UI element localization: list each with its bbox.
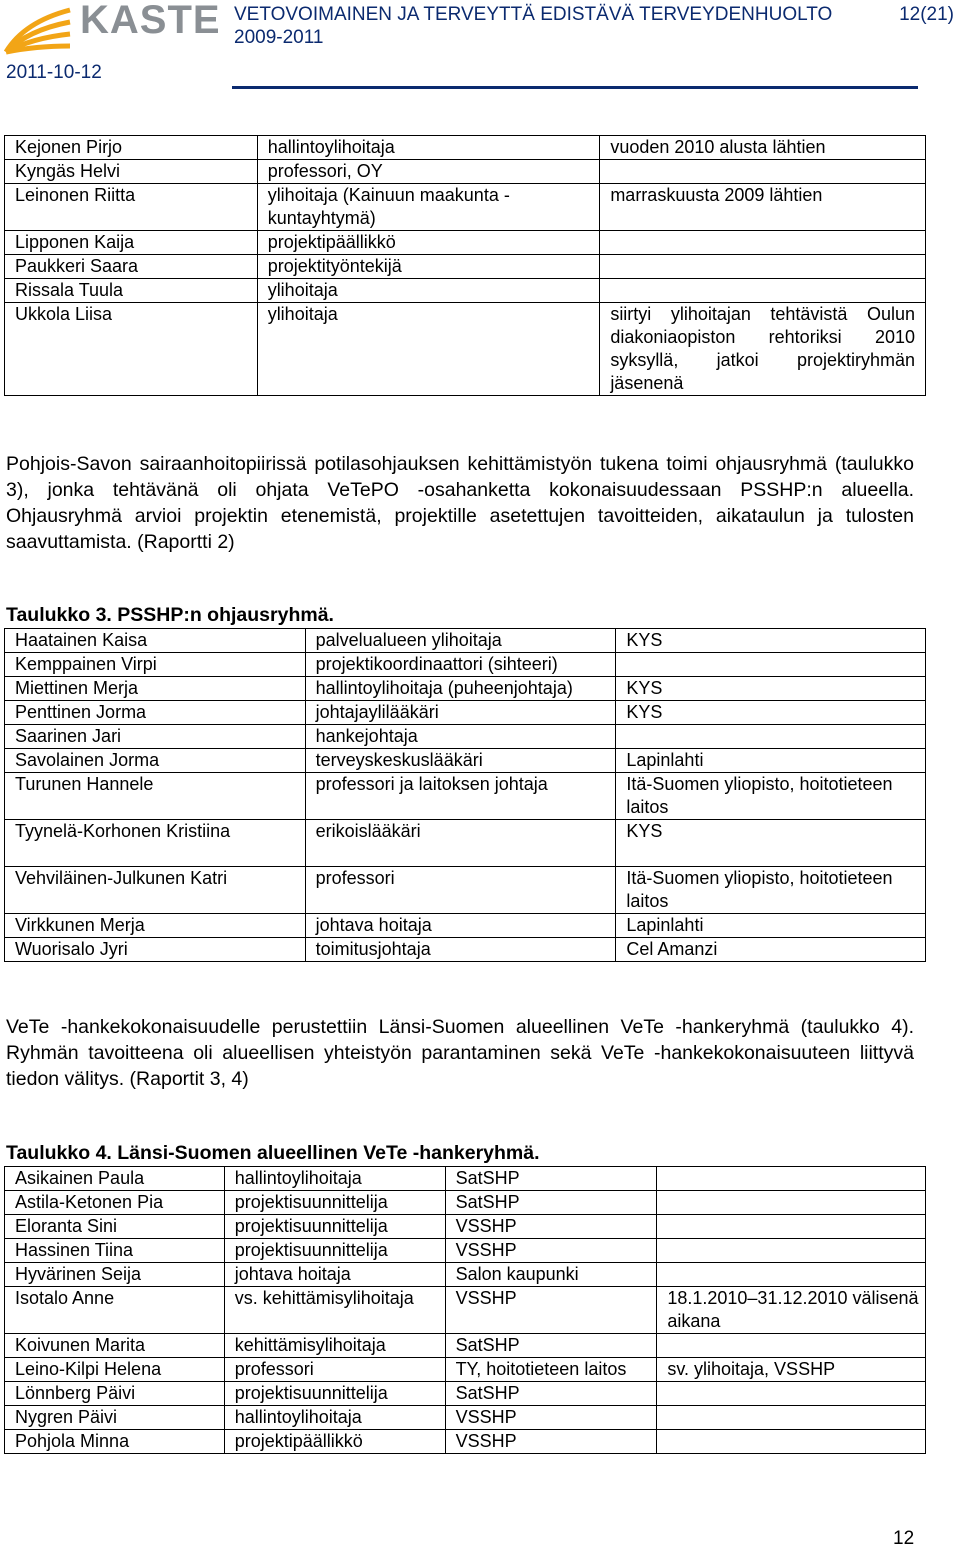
table-cell: Itä-Suomen yliopisto, hoitotieteen laitos — [616, 867, 926, 914]
project-group-table — [4, 135, 926, 396]
table-cell — [657, 1239, 926, 1263]
table-cell: Ukkola Liisa — [5, 303, 258, 396]
table-cell: hallintoylihoitaja (puheenjohtaja) — [305, 677, 616, 701]
table-cell: vs. kehittämisylihoitaja — [224, 1287, 445, 1334]
table-row — [5, 1167, 926, 1191]
table-cell: Virkkunen Merja — [5, 914, 306, 938]
table-row — [5, 820, 926, 867]
table-cell: hallintoylihoitaja — [257, 136, 600, 160]
table-cell: KYS — [616, 629, 926, 653]
table-cell: siirtyi ylihoitajan tehtävistä Oulun diakoniaopiston rehtoriksi 2010 syksyllä, jatkoi projektiryhmän jäsenenä — [600, 303, 926, 396]
table-cell: Pohjola Minna — [5, 1430, 225, 1454]
table-cell — [657, 1263, 926, 1287]
table-cell: Paukkeri Saara — [5, 255, 258, 279]
table-cell — [657, 1334, 926, 1358]
table-cell: projektityöntekijä — [257, 255, 600, 279]
table-cell: Savolainen Jorma — [5, 749, 306, 773]
table-cell: Itä-Suomen yliopisto, hoitotieteen laitos — [616, 773, 926, 820]
table-cell: Kejonen Pirjo — [5, 136, 258, 160]
table-cell: SatSHP — [445, 1334, 657, 1358]
table-cell: VSSHP — [445, 1406, 657, 1430]
table-cell: toimitusjohtaja — [305, 938, 616, 962]
table-cell: Kemppainen Virpi — [5, 653, 306, 677]
table-cell: 18.1.2010–31.12.2010 välisenä aikana — [657, 1287, 926, 1334]
table-cell: johtajaylilääkäri — [305, 701, 616, 725]
table-cell: Isotalo Anne — [5, 1287, 225, 1334]
logo-text: KASTE — [80, 0, 221, 42]
regional-group-table — [4, 1166, 926, 1454]
table-cell: Lapinlahti — [616, 749, 926, 773]
table-cell — [600, 255, 926, 279]
table-cell — [657, 1215, 926, 1239]
table-cell: Saarinen Jari — [5, 725, 306, 749]
table-cell: professori — [224, 1358, 445, 1382]
table-cell — [600, 231, 926, 255]
table-row — [5, 653, 926, 677]
table-cell: professori — [305, 867, 616, 914]
table-cell: hankejohtaja — [305, 725, 616, 749]
table-cell: projektisuunnittelija — [224, 1215, 445, 1239]
table-row — [5, 914, 926, 938]
table-cell: vuoden 2010 alusta lähtien — [600, 136, 926, 160]
table-cell: ylihoitaja — [257, 303, 600, 396]
table-cell — [600, 279, 926, 303]
table-cell: marraskuusta 2009 lähtien — [600, 184, 926, 231]
table-cell: projektikoordinaattori (sihteeri) — [305, 653, 616, 677]
table-cell: SatSHP — [445, 1167, 657, 1191]
table-cell: VSSHP — [445, 1215, 657, 1239]
table-cell: Astila-Ketonen Pia — [5, 1191, 225, 1215]
table-cell: johtava hoitaja — [224, 1263, 445, 1287]
table-row — [5, 1239, 926, 1263]
table-cell: projektisuunnittelija — [224, 1382, 445, 1406]
table-cell: TY, hoitotieteen laitos — [445, 1358, 657, 1382]
table-cell: projektisuunnittelija — [224, 1191, 445, 1215]
table-cell: Wuorisalo Jyri — [5, 938, 306, 962]
page-count: 12(21) — [899, 4, 954, 25]
table-cell: Turunen Hannele — [5, 773, 306, 820]
table-row — [5, 303, 926, 396]
table-row — [5, 1287, 926, 1334]
table-row — [5, 255, 926, 279]
table-cell: Nygren Päivi — [5, 1406, 225, 1430]
table-row — [5, 773, 926, 820]
table-cell: Salon kaupunki — [445, 1263, 657, 1287]
table-cell: projektipäällikkö — [224, 1430, 445, 1454]
page-header — [0, 0, 960, 90]
table-cell: johtava hoitaja — [305, 914, 616, 938]
table-cell: ylihoitaja (Kainuun maakunta - kuntayhtymä) — [257, 184, 600, 231]
paragraph-steering-group: Pohjois-Savon sairaanhoitopiirissä potilasohjauksen kehittämistyön tukena toimi ohjausryhmä (taulukko 3), jonka tehtävänä oli ohjata VeTePO -osahanketta kokonaisuudessaan PSSHP:n alueella. Ohjausryhmä arvioi projektin etenemistä, projektille asetettujen tavoitteiden, aikataulun ja tulosten saavuttamista. (Raportti 2) — [6, 453, 914, 553]
table-cell: KYS — [616, 701, 926, 725]
table-cell: ylihoitaja — [257, 279, 600, 303]
table-row — [5, 1406, 926, 1430]
table-cell: kehittämisylihoitaja — [224, 1334, 445, 1358]
header-rule — [232, 86, 918, 89]
table-row — [5, 160, 926, 184]
table3-caption: Taulukko 3. PSSHP:n ohjausryhmä. — [6, 604, 334, 626]
table-cell: Lipponen Kaija — [5, 231, 258, 255]
table-row — [5, 279, 926, 303]
document-title: VETOVOIMAINEN JA TERVEYTTÄ EDISTÄVÄ TERVEYDENHUOLTO — [234, 4, 833, 25]
table-cell: VSSHP — [445, 1287, 657, 1334]
table-cell: Leinonen Riitta — [5, 184, 258, 231]
table-cell — [657, 1430, 926, 1454]
table-cell: Eloranta Sini — [5, 1215, 225, 1239]
table-row — [5, 867, 926, 914]
table-cell: KYS — [616, 677, 926, 701]
table-row — [5, 1215, 926, 1239]
table-cell: Asikainen Paula — [5, 1167, 225, 1191]
table-row — [5, 1358, 926, 1382]
table-cell — [600, 160, 926, 184]
table-row — [5, 677, 926, 701]
table-cell: hallintoylihoitaja — [224, 1406, 445, 1430]
table-cell: Lapinlahti — [616, 914, 926, 938]
table-cell: Lönnberg Päivi — [5, 1382, 225, 1406]
table-cell: Penttinen Jorma — [5, 701, 306, 725]
table-cell: Rissala Tuula — [5, 279, 258, 303]
table-cell: Kyngäs Helvi — [5, 160, 258, 184]
table-cell — [657, 1406, 926, 1430]
table-row — [5, 1430, 926, 1454]
table-cell: Vehviläinen-Julkunen Katri — [5, 867, 306, 914]
table-row — [5, 184, 926, 231]
table4-caption: Taulukko 4. Länsi-Suomen alueellinen VeTe -hankeryhmä. — [6, 1142, 540, 1164]
document-date: 2011-10-12 — [6, 62, 102, 83]
table-cell: Miettinen Merja — [5, 677, 306, 701]
table-cell: hallintoylihoitaja — [224, 1167, 445, 1191]
table-row — [5, 725, 926, 749]
table-row — [5, 701, 926, 725]
page-number: 12 — [893, 1528, 915, 1549]
table-cell: VSSHP — [445, 1239, 657, 1263]
table-cell — [616, 653, 926, 677]
table-cell: Hyvärinen Seija — [5, 1263, 225, 1287]
table-row — [5, 629, 926, 653]
table-cell: sv. ylihoitaja, VSSHP — [657, 1358, 926, 1382]
table-row — [5, 938, 926, 962]
table-row — [5, 1191, 926, 1215]
table-cell: SatSHP — [445, 1382, 657, 1406]
table-cell: projektisuunnittelija — [224, 1239, 445, 1263]
table-cell: terveyskeskuslääkäri — [305, 749, 616, 773]
table-row — [5, 1334, 926, 1358]
table-cell: SatSHP — [445, 1191, 657, 1215]
table-cell: Koivunen Marita — [5, 1334, 225, 1358]
table-cell: Cel Amanzi — [616, 938, 926, 962]
table-cell: Tyynelä-Korhonen Kristiina — [5, 820, 306, 867]
table-cell: Hassinen Tiina — [5, 1239, 225, 1263]
table-cell: VSSHP — [445, 1430, 657, 1454]
table-cell — [616, 725, 926, 749]
table-cell: projektipäällikkö — [257, 231, 600, 255]
table-cell: Leino-Kilpi Helena — [5, 1358, 225, 1382]
table-cell: professori ja laitoksen johtaja — [305, 773, 616, 820]
table-cell: professori, OY — [257, 160, 600, 184]
table-cell: Haatainen Kaisa — [5, 629, 306, 653]
steering-group-table — [4, 628, 926, 962]
document-years: 2009-2011 — [234, 27, 324, 48]
kaste-logo — [4, 0, 221, 58]
paragraph-regional-group: VeTe -hankekokonaisuudelle perustettiin Länsi-Suomen alueellinen VeTe -hankeryhmä (taulukko 4). Ryhmän tavoitteena oli alueellisen yhteistyön parantaminen sekä VeTe -hankekokonaisuuteen liittyvä tiedon välitys. (Raportit 3, 4) — [6, 1016, 914, 1090]
table-cell: palvelualueen ylihoitaja — [305, 629, 616, 653]
table-row — [5, 231, 926, 255]
table-cell: KYS — [616, 820, 926, 867]
table-cell — [657, 1191, 926, 1215]
table-cell — [657, 1382, 926, 1406]
table-row — [5, 1382, 926, 1406]
logo-emblem-icon — [4, 2, 76, 58]
table-row — [5, 749, 926, 773]
table-row — [5, 136, 926, 160]
table-row — [5, 1263, 926, 1287]
table-cell — [657, 1167, 926, 1191]
table-cell: erikoislääkäri — [305, 820, 616, 867]
